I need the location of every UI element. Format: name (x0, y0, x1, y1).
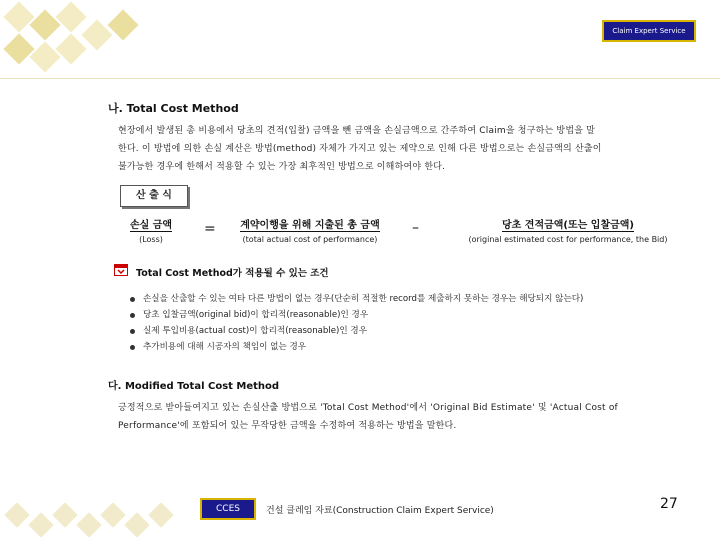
window-icon (114, 264, 128, 276)
list-item: 당초 입찰금액(original bid)이 합리적(reasonable)인 경우 (130, 307, 583, 323)
list-item: 추가비용에 대해 시공자의 책임이 없는 경우 (130, 339, 583, 355)
actual-cost-title: 계약이행을 위해 지출된 총 금액 (240, 216, 380, 232)
bid-title: 당초 견적금액(또는 입찰금액) (502, 216, 634, 232)
bullet-icon (130, 313, 135, 318)
formula-bid (448, 216, 688, 244)
total-cost-description (118, 122, 698, 176)
paragraph-line: 긍정적으로 받아들여지고 있는 손실산출 방법으로 'Total Cost Method'에서 'Original Bid Estimate' 및 'Actual Cost of (118, 403, 618, 413)
formula-loss (104, 216, 198, 244)
footer-text: 건설 클레임 자료(Construction Claim Expert Service) (266, 506, 494, 516)
modified-total-cost-description (118, 399, 698, 435)
equals-sign: = (204, 221, 216, 237)
header-divider (0, 78, 720, 79)
loss-title: 손실 금액 (130, 216, 172, 232)
list-item: 실제 투입비용(actual cost)이 합리적(reasonable)인 경우 (130, 323, 583, 339)
footer-badge: CCES (200, 498, 256, 520)
paragraph-line: 현장에서 발생된 총 비용에서 당초의 견적(입찰) 금액을 뺀 금액을 손실금액으로 간주하여 Claim을 청구하는 방법을 말 (118, 126, 596, 136)
paragraph-line: 불가능한 경우에 한해서 적용할 수 있는 가장 최후적인 방법으로 이해하여야 한다. (118, 162, 446, 172)
page-number: 27 (660, 496, 678, 512)
bid-subtitle: (original estimated cost for performance, the Bid) (468, 235, 668, 244)
actual-cost-subtitle: (total actual cost of performance) (242, 235, 378, 244)
conditions-heading: Total Cost Method가 적용될 수 있는 조건 (136, 268, 329, 279)
bullet-icon (130, 345, 135, 350)
loss-subtitle: (Loss) (139, 235, 163, 244)
bullet-icon (130, 329, 135, 334)
section-heading-modified-total-cost: 다. Modified Total Cost Method (108, 381, 280, 392)
bullet-icon (130, 297, 135, 302)
paragraph-line: 한다. 이 방법에 의한 손실 계산은 방법(method) 자체가 가지고 있는 제약으로 인해 다른 방법으로는 손실금액의 산출이 (118, 144, 602, 154)
brand-badge: Claim Expert Service (602, 20, 696, 42)
paragraph-line: Performance'에 포함되어 있는 무작당한 금액을 수정하여 적용하는 방법을 말한다. (118, 421, 457, 431)
minus-sign: – (412, 220, 419, 236)
list-item: 손실을 산출할 수 있는 여타 다른 방법이 없는 경우(단순히 적절한 record를 제출하지 못하는 경우는 해당되지 않는다) (130, 291, 583, 307)
formula-actual-cost (226, 216, 394, 244)
conditions-list (130, 291, 583, 355)
section-heading-total-cost: 나. Total Cost Method (108, 102, 239, 115)
formula-label: 산 출 식 (120, 185, 188, 207)
